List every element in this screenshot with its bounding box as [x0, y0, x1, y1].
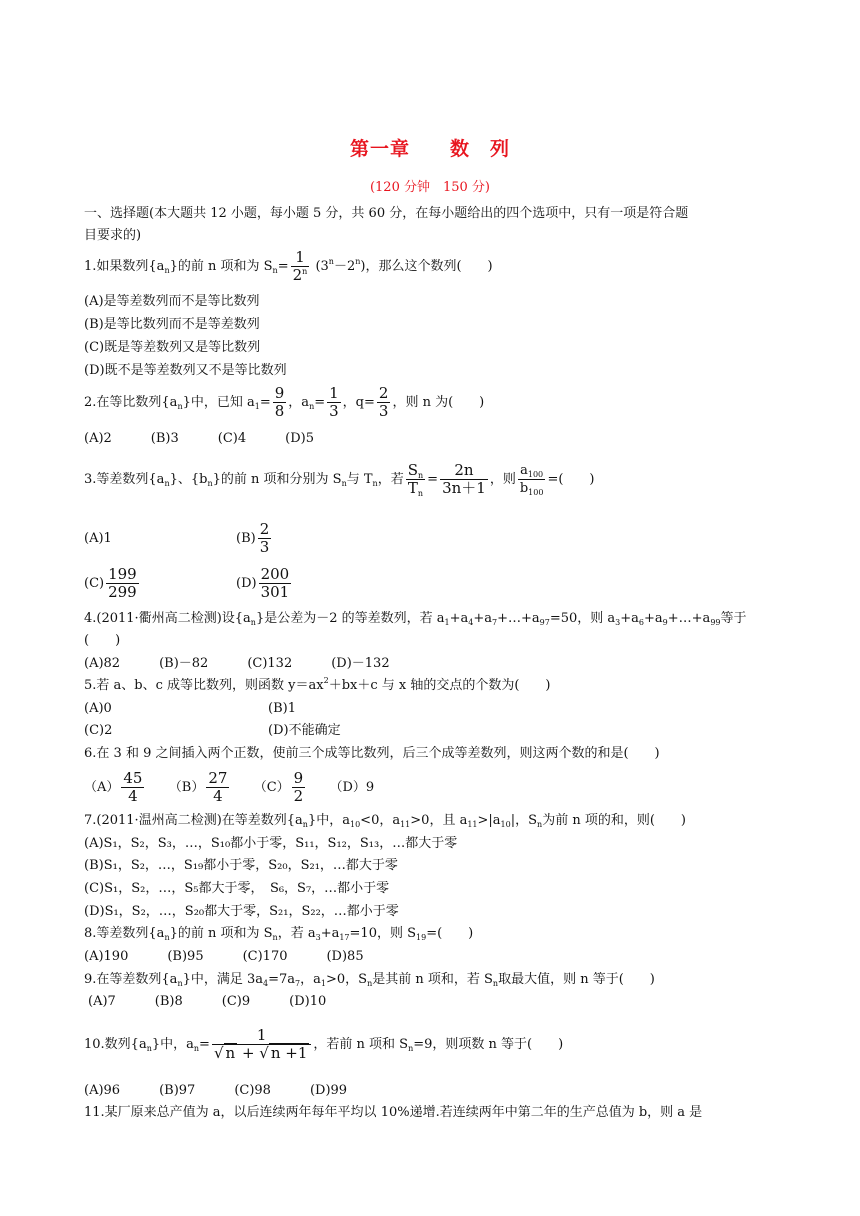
question-7-option-b: (B)S₁，S₂，…，S₁₉都小于零，S₂₀，S₂₁，…都大于零 — [84, 858, 398, 873]
question-3-option-a: (A)1 — [84, 531, 112, 546]
section-heading-line1: 一、选择题(本大题共 12 小题，每小题 5 分，共 60 分，在每小题给出的四个选项中，只有一项是符合题 — [84, 206, 689, 221]
question-3-option-b: (B) $\frac{2}{3}$ — [236, 520, 270, 556]
fraction: $\frac{27}{4}$ — [208, 769, 228, 805]
chapter-title: 第一章 数 列 — [349, 138, 510, 160]
question-7-option-d: (D)S₁，S₂，…，S₂₀都大于零，S₂₁，S₂₂，…都小于零 — [84, 904, 399, 919]
question-8-stem: 8.等差数列$\{a_n\}$的前 n 项和为 $S_n$，若 $a_3+a_{17}=10$，则 $S_{19}=$( ) — [84, 926, 474, 942]
question-9-stem: 9.在等差数列$\{a_n\}$中，满足 $3a_4=7a_7$，$a_1>0$，$S_n$是其前 n 项和，若 $S_n$取最大值，则 n 等于( ) — [84, 972, 655, 988]
fraction: $\frac{200}{301}$ — [260, 565, 290, 601]
sqrt-icon: √ n +1 — [259, 1044, 308, 1062]
question-5-option-d: (D)不能确定 — [268, 723, 341, 738]
question-7-stem: 7.(2011·温州高二检测)在等差数列$\{a_n\}$中，$a_{10}<0$，$a_{11}>0$，且 $a_{11}>|a_{10}|$，$S_n$为前 n 项的和，则( ) — [84, 813, 686, 829]
question-1-option-b: (B)是等比数列而不是等差数列 — [84, 317, 260, 332]
question-10-options: (A)96 (B)97 (C)98 (D)99 — [84, 1083, 348, 1098]
question-1-option-a: (A)是等差数列而不是等比数列 — [84, 294, 260, 309]
question-7-option-c: (C)S₁，S₂，…，S₅都大于零， S₆，S₇，…都小于零 — [84, 881, 390, 896]
question-4-stem-line2: ( ) — [84, 633, 121, 648]
fraction: $\frac{199}{299}$ — [108, 565, 137, 601]
question-9-options: (A)7 (B)8 (C)9 (D)10 — [88, 994, 327, 1009]
question-4-stem: 4.(2011·衢州高二检测)设$\{a_n\}$是公差为－2 的等差数列，若 $a_1+a_4+a_7+\dots+a_{97}=50$，则 $a_3+a_6+a_9+\dots+a_{99}$等于 — [84, 611, 747, 627]
fraction: $\frac{2n}{3n+1}$ — [442, 461, 486, 497]
question-1-option-c: (C)既是等差数列又是等比数列 — [84, 340, 261, 355]
question-5-option-b: (B)1 — [268, 701, 296, 716]
question-2-stem: 2.在等比数列$\{a_n\}$中，已知 $a_1=$ $\frac{9}{8}$ ，$a_n=$ $\frac{1}{3}$ ，q= $\frac{2}{3}$ ，则 n 为( ) — [84, 384, 485, 420]
question-6-options: （A） $\frac{45}{4}$ （B） $\frac{27}{4}$ （C） $\frac{9}{2}$ （D）9 — [84, 769, 375, 805]
time-score-subtitle: (120 分钟 150 分) — [369, 180, 491, 195]
fraction: $\frac{a_{100}}{b_{100}}$ — [519, 463, 544, 497]
sqrt-icon: √ n — [213, 1044, 236, 1062]
question-7-option-a: (A)S₁，S₂，S₃，…，S₁₀都小于零，S₁₁，S₁₂，S₁₃，…都大于零 — [84, 836, 458, 851]
fraction: $\frac{1}{2^n}$ — [292, 248, 308, 284]
question-3-stem: 3.等差数列$\{a_n\}$、$\{b_n\}$的前 n 项和分别为 $S_n$与 $T_n$，若 $\frac{S_n}{T_n}$ = $\frac{2n}{3n+1}$ ，则 $\frac{a_{100}}{b_{100}}$ =( ) — [84, 461, 595, 498]
fraction: $\frac{45}{4}$ — [123, 769, 143, 805]
question-1-option-d: (D)既不是等差数列又不是等比数列 — [84, 363, 287, 378]
question-5-option-a: (A)0 — [84, 701, 112, 716]
question-5-option-c: (C)2 — [84, 723, 113, 738]
question-3-option-c: (C) $\frac{199}{299}$ — [84, 565, 137, 601]
fraction: $\frac{1}{√ n + √ n +1}$ — [212, 1027, 311, 1062]
question-2-options: (A)2 (B)3 (C)4 (D)5 — [84, 431, 314, 446]
question-3-option-d: (D) $\frac{200}{301}$ — [236, 565, 290, 601]
fraction: $\frac{2}{3}$ — [378, 384, 389, 420]
question-4-options: (A)82 (B)－82 (C)132 (D)－132 — [84, 656, 390, 671]
fraction: $\frac{S_n}{T_n}$ — [407, 461, 424, 498]
question-6-stem: 6.在 3 和 9 之间插入两个正数，使前三个成等比数列，后三个成等差数列，则这两个数的和是( ) — [84, 746, 660, 761]
section-heading-line2: 目要求的) — [84, 228, 142, 243]
question-1-stem: 1.如果数列$\{a_n\}$的前 n 项和为 $S_n=$ $\frac{1}{2^n}$ $(3^n-2^n)$，那么这个数列( ) — [84, 248, 493, 284]
fraction: $\frac{2}{3}$ — [259, 520, 270, 556]
question-10-stem: 10.数列$\{a_n\}$中，$a_n=$ $\frac{1}{√ n + √ n +1}$ ，若前 n 项和 $S_n=9$，则项数 n 等于( ) — [84, 1026, 564, 1062]
question-11-stem: 11.某厂原来总产值为 a，以后连续两年每年平均以 10%递增.若连续两年中第二年的生产总值为 b，则 a 是 — [84, 1105, 703, 1120]
fraction: $\frac{9}{2}$ — [293, 769, 304, 805]
question-8-options: (A)190 (B)95 (C)170 (D)85 — [84, 949, 364, 964]
fraction: $\frac{9}{8}$ — [274, 384, 285, 420]
question-5-stem: 5.若 a、b、c 成等比数列，则函数 $y=ax^2+bx+c$ 与 x 轴的交点的个数为( ) — [84, 676, 551, 693]
fraction: $\frac{1}{3}$ — [329, 384, 339, 420]
